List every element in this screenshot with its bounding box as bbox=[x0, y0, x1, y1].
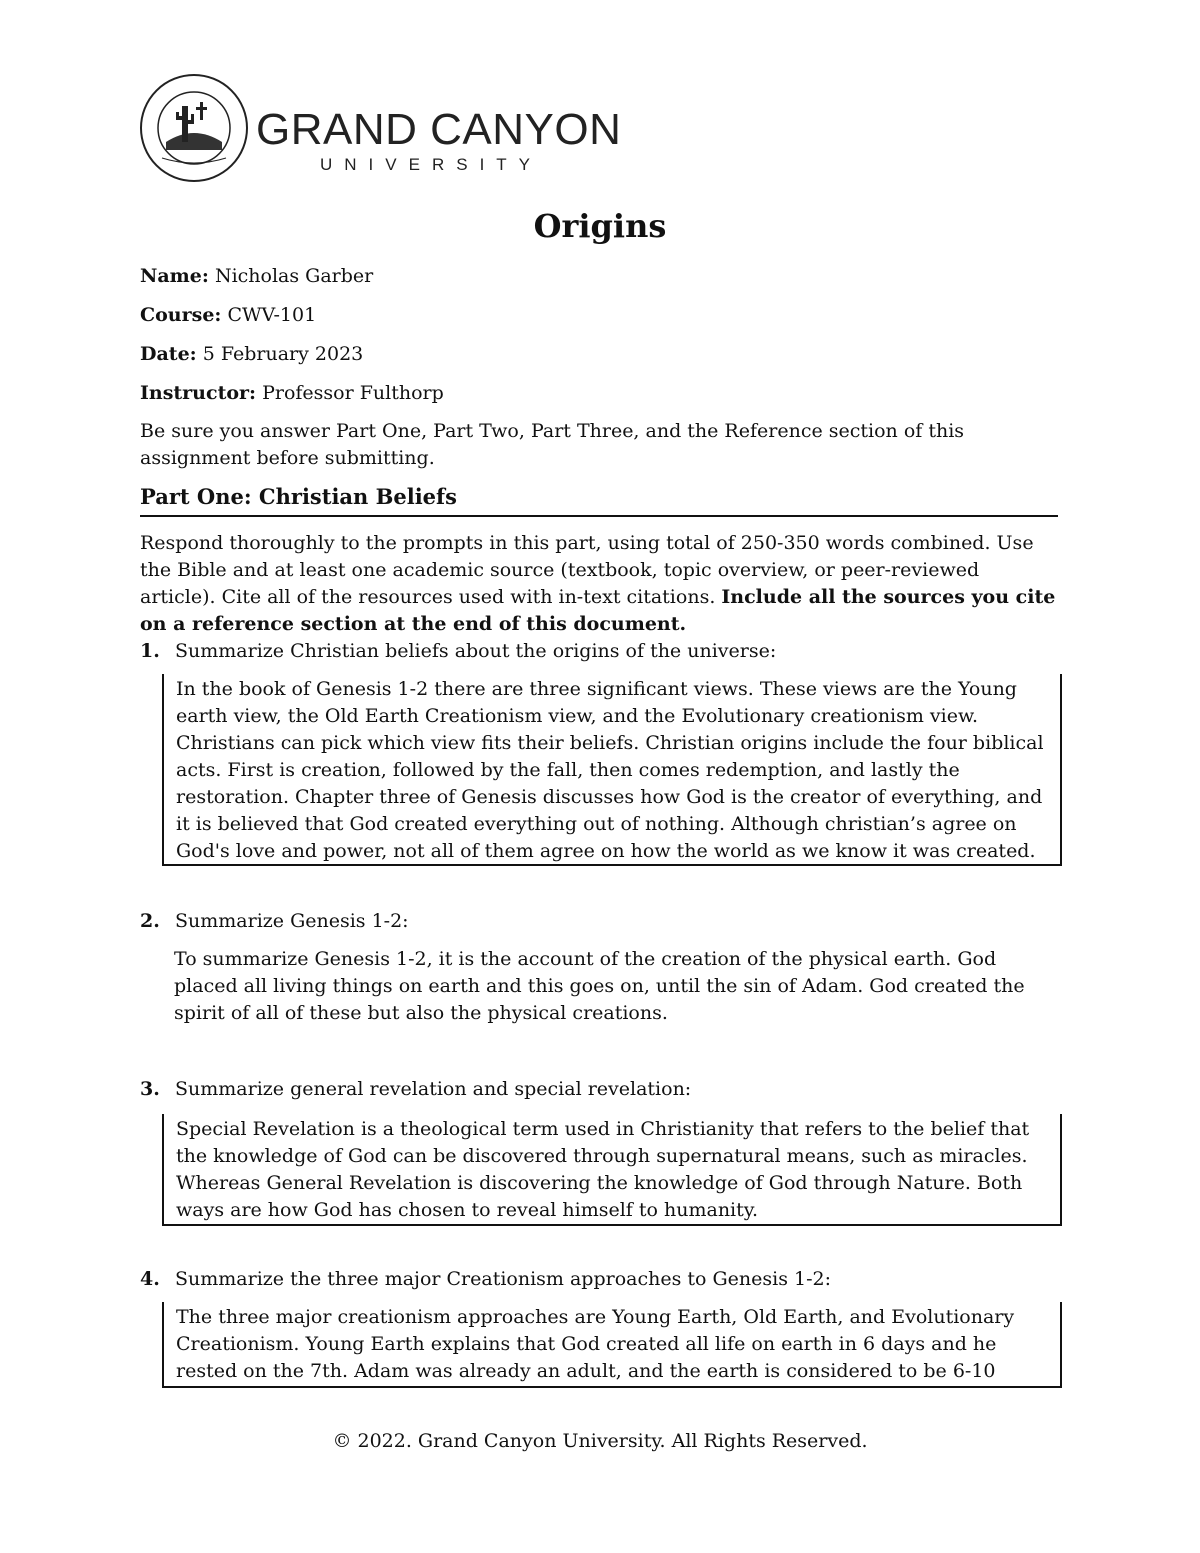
instructor-value: Professor Fulthorp bbox=[262, 382, 444, 404]
part-one-prompt-text: Respond thoroughly to the prompts in this part, using total of 250-350 words combined. Use the Bible and at least one academic source (textbook, topic overview, or peer-reviewed article). Cite all of the resources used with in-text citations. bbox=[140, 532, 1034, 608]
part-one-prompt-bold: Include all the sources you cite on a reference section at the end of this document. bbox=[140, 586, 1056, 635]
intro-text: Be sure you answer Part One, Part Two, Part Three, and the Reference section of this assignment before submitting. bbox=[140, 420, 965, 469]
answer-text: In the book of Genesis 1-2 there are three significant views. These views are the Young earth view, the Old Earth Creationism view, and the Evolutionary creationism view. Christians can pick which view fits their beliefs. Christian origins include the four biblical acts. First is creation, followed by the fall, then comes redemption, and lastly the restoration. Chapter three of Genesis discusses how God is the creator of everything, and it is believed that God created everything out of nothing. Although christian’s agree on God's love and power, not all of them agree on how the world as we know it was created. bbox=[176, 678, 1044, 862]
question-prompt: Summarize Genesis 1-2: bbox=[175, 910, 409, 932]
answer-text: The three major creationism approaches are Young Earth, Old Earth, and Evolutionary Creationism. Young Earth explains that God created all life on earth in 6 days and he rested on the 7th. Adam was already an adult, and the earth is considered to be 6-10 bbox=[176, 1306, 1015, 1382]
course-value: CWV-101 bbox=[227, 304, 317, 326]
gcu-logo bbox=[138, 72, 628, 184]
question-1 bbox=[140, 640, 776, 662]
meta-name bbox=[140, 265, 373, 287]
meta-course bbox=[140, 304, 316, 326]
question-number: 2. bbox=[140, 910, 160, 932]
question-number: 4. bbox=[140, 1268, 160, 1290]
logo-subtitle: UNIVERSITY bbox=[320, 155, 543, 174]
question-number: 1. bbox=[140, 640, 160, 662]
name-label: Name: bbox=[140, 265, 209, 287]
question-4 bbox=[140, 1268, 831, 1290]
answer-box-4[interactable] bbox=[162, 1302, 1062, 1388]
course-label: Course: bbox=[140, 304, 222, 326]
university-seal-icon bbox=[138, 72, 250, 184]
logo-wordmark: GRAND CANYON bbox=[256, 105, 622, 154]
answer-box-1[interactable] bbox=[162, 674, 1062, 866]
part-one-prompt bbox=[140, 530, 1058, 638]
answer-2: To summarize Genesis 1-2, it is the account of the creation of the physical earth. God placed all living things on earth and this goes on, until the sin of Adam. God created the spirit of all of these but also the physical creations. bbox=[174, 948, 1025, 1024]
date-label: Date: bbox=[140, 343, 197, 365]
question-prompt: Summarize general revelation and special revelation: bbox=[175, 1078, 692, 1100]
instructor-label: Instructor: bbox=[140, 382, 257, 404]
page-title: Origins bbox=[533, 207, 667, 245]
question-3 bbox=[140, 1078, 691, 1100]
name-value: Nicholas Garber bbox=[214, 265, 374, 287]
part-one-heading: Part One: Christian Beliefs bbox=[140, 484, 1058, 517]
date-value: 5 February 2023 bbox=[202, 343, 364, 365]
meta-instructor bbox=[140, 382, 444, 404]
answer-text: Special Revelation is a theological term used in Christianity that refers to the belief that the knowledge of God can be discovered through supernatural means, such as miracles. Whereas General Revelation is discovering the knowledge of God through Nature. Both ways are how God has chosen to reveal himself to humanity. bbox=[176, 1118, 1030, 1221]
question-number: 3. bbox=[140, 1078, 160, 1100]
question-prompt: Summarize Christian beliefs about the origins of the universe: bbox=[175, 640, 777, 662]
question-2 bbox=[140, 910, 409, 932]
question-prompt: Summarize the three major Creationism approaches to Genesis 1-2: bbox=[175, 1268, 832, 1290]
answer-box-3[interactable] bbox=[162, 1114, 1062, 1226]
footer-copyright: © 2022. Grand Canyon University. All Rights Reserved. bbox=[332, 1430, 868, 1452]
meta-date bbox=[140, 343, 363, 365]
